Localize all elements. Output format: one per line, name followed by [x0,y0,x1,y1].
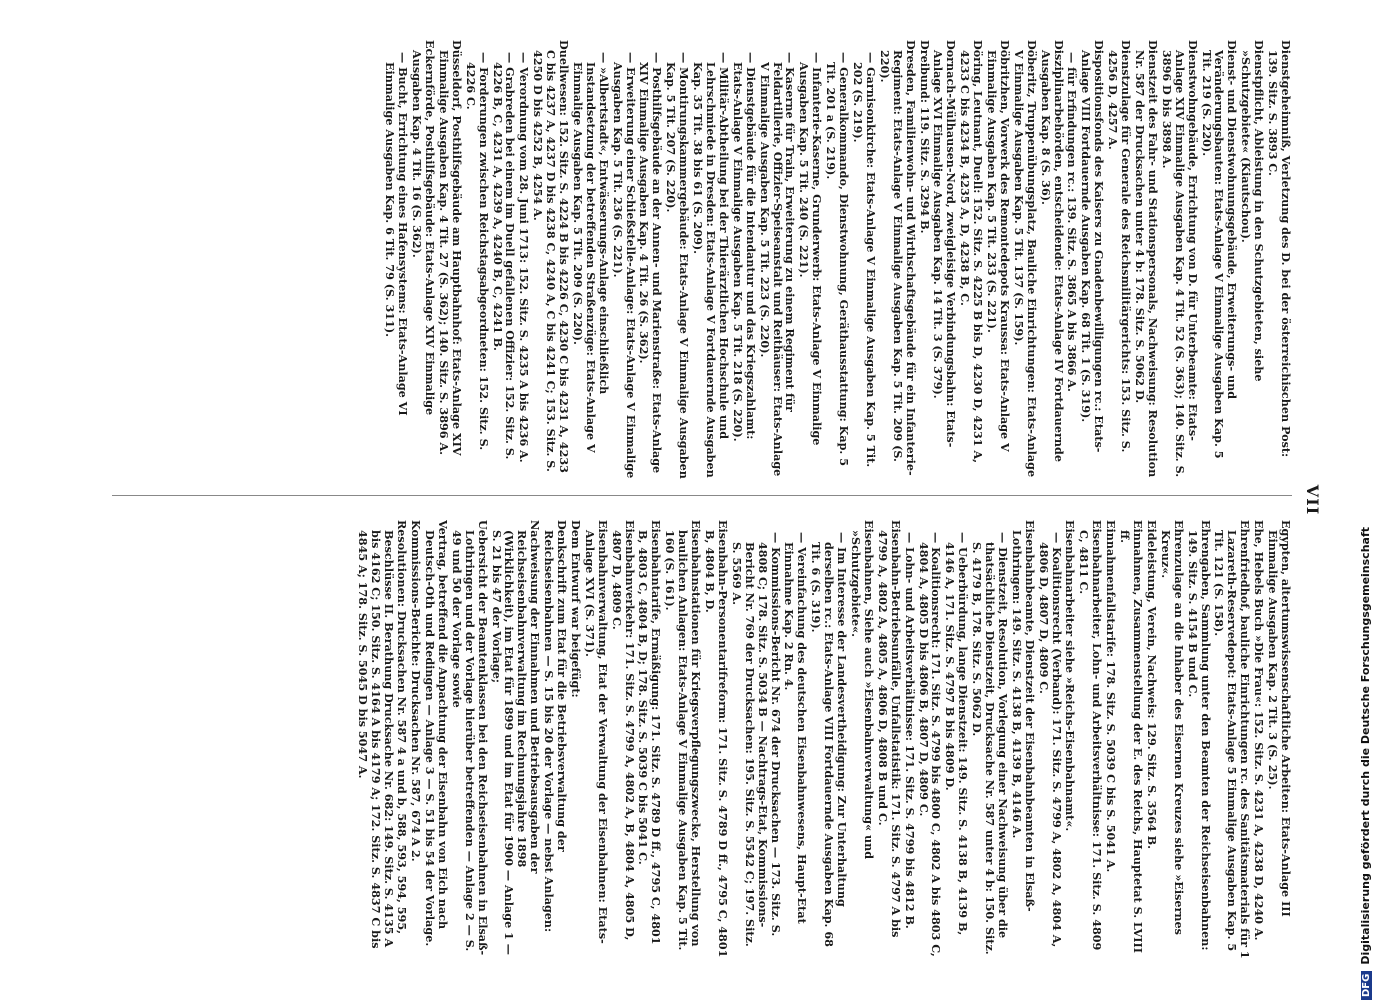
index-entry: — Dienstzeit, Resolution, Vorlegung einer Nachweisung über die thatsächliche Dienstzeit, Drucksache Nr. 587 unter 4 b: 150. Sitz. S. 4179 B, 178. Sitz. S. 5062 D. [970,532,1010,955]
index-entry: Dienstzeit des Fahr- und Stationspersonals, Nachweisung: Resolution Nr. 587 der Drucksachen unter 4 b: 178. Sitz. S. 5062 D. [1133,40,1160,478]
index-entry: Döring, Leutnant, Duell: 152. Sitz. S. 4225 B bis D, 4230 D, 4231 A, 4233 C bis 4234 B, 4235 A, D, 4238 B, C. [958,40,986,464]
index-entry: Uebersicht der Beamtenklassen bei den Reichseisenbahnen in Elsaß-Lothringen und der Vorlage hierüber betreffenden — Anlage 2 — S. 49 und 50 der Vorlage sowie [449,520,490,956]
footer-text: Digitalisierung gefördert durch die Deutsche Forschungsgemeinschaft [1359,526,1372,965]
index-entry: — Vereinfachung des deutschen Eisenbahnwesens, Haupt-Etat Einnahme Kap. 2 Rn. 4. [782,532,810,924]
index-entry: Ehrenzulage an die Inhaber des Eisernen Kreuzes siehe »Eisernes Kreuz«. [1158,520,1186,935]
index-entry: — Kommissions-Bericht Nr. 674 der Drucksachen — 173. Sitz. S. 4808 C; 178. Sitz. S. 5034 B — Nachtrags-Etat, Kommissions-Bericht Nr. 769 der Drucksachen: 195. Sitz. S. 5542 C; 197. Sitz. S. 5569 A. [729,532,783,947]
index-entry: — Dienstgebäude für die Intendantur und das Kriegszahlamt: Etats-Anlage V Einmalige Ausgaben Kap. 5 Tit. 218 (S. 220). [730,52,758,442]
index-entry: Düsseldorf, Posthilfsgebäude am Hauptbahnhof: Etats-Anlage XIV Einmalige Ausgaben Kap. 4 Tit. 27 (S. 362); 140. Sitz. S. 3896 A. [436,40,464,456]
index-entry: — »Albertstadt«, Entwässerungs-Anlage einschließlich Instandsetzung der betreffenden Straßenzüge: Etats-Anlage V Einmalige Ausgaben Kap. 5 Tit. 209 (S. 220). [570,52,611,453]
index-entry: — Erweiterung einer Schießstelle-Anlage: Etats-Anlage V Einmalige Ausgaben Kap. 5 Tit. 236 (S. 221). [610,52,638,479]
index-entry: — Kaserne für Train, Erweiterung zu einem Regiment für Feldartillerie, Offizier-Speiseanstalt und Reithäuser: Etats-Anlage V Einmalige Ausgaben Kap. 5 Tit. 223 (S. 220). [757,52,798,477]
footer [1359,0,1372,1000]
index-entry: Eisenbahntarife, Ermäßigung: 171. Sitz. S. 4789 D ff., 4795 C, 4801 B, 4803 C, 4804 B, D; 178. Sitz. S. 5039 C bis 5041 C. [636,520,664,945]
index-entry: Ehrengaben, Sammlung unter den Beamten der Reichseisenbahnen: 149. Sitz. S. 4154 B und C. [1185,520,1213,951]
index-entry: Ehe, Hebels Buch »Die Frau«: 152. Sitz. S. 4231 A, 4238 D, 4240 A. [1252,520,1267,941]
index-entry: — Koalitionsrecht: 171. Sitz. S. 4799 bis 4800 C, 4802 A bis 4803 C, 4804 A, 4805 D bis 4806 B, 4807 D, 4809 C. [916,532,944,957]
index-entry: Eisenbahn-Betriebsunfälle, Unfallstatistik: 171. Sitz. S. 4797 A bis 4799 A, 4802 A, 4805 A, 4806 D, 4808 B und C. [875,520,903,938]
index-entry: Eisenbahn-Personentarifreform: 171. Sitz. S. 4789 D ff., 4795 C, 4801 B, 4804 B, D. [703,520,730,958]
column-divider [112,495,1292,496]
index-entry: Dienst- und Dienstwohnungsgebäude, Erweiterungs- und Veränderungsbauten: Etats-Anlage V Einmalige Ausgaben Kap. 5 Tit. 219 (S. 220). [1199,40,1240,459]
index-entry: Nachweisung der Einnahmen und Betriebsausgaben der Reichseisenbahnverwaltung im Rechnungsjahre 1898 (Wirklichkeit), im Etat für 1899 und im Etat für 1900 — Anlage 1 — S. 21 bis 47 der Vorlage; [489,520,543,955]
index-entry: — Generalkommando, Dienstwohnung, Geräthausstattung: Kap. 5 Tit. 201 a (S. 219). [824,52,852,466]
index-entry: — Verordnung vom 28. Juni 1713: 152. Sitz. S. 4235 A bis 4236 A. [517,52,532,463]
index-entry: Eckernförde, Posthilfsgebäude: Etats-Anlage XIV Einmalige Ausgaben Kap. 4 Tit. 16 (S. 362). [410,40,437,416]
index-entry: Eisenbahnverwaltung, Etat der Verwaltung der Eisenbahnen: Etats-Anlage XVI (S. 371). [582,520,610,944]
index-entry: — für Erfindungen rc.: 139. Sitz. S. 3865 A bis 3866 A. [1065,52,1080,392]
index-entry: Eisenbahnarbeiter, Lohn- und Arbeitsverhältnisse: 171. Sitz. S. 4809 C, 4811 C. [1077,520,1105,951]
index-entry: — Bucht, Errichtung eines Hafensystems: Etats-Anlage VI Einmalige Ausgaben Kap. 6 Tit. 79 (S. 311). [383,52,411,416]
index-entry: Dienstpflicht, Ableistung in den Schutzgebieten, siehe »Schutzgebiete« (Kiautschou). [1239,40,1267,382]
index-entry: Kommissions-Berichte: Drucksachen Nr. 587, 674 A 2. [409,520,424,862]
rotated-page-content [30,0,1330,1000]
index-entry: Eisenbahnen, Siehe auch »Eisenbahnverwaltung« und »Schutzgebiete«. [849,520,876,860]
index-entry: Ehrenfriedhof, bauliche Einrichtungen rc. des Sanitätsmaterials für 1 Lazareth-Reservedepot: Etats-Anlage 5 Einmalige Ausgaben Kap. 5 Tit. 121 (S. 158). [1212,520,1253,959]
index-entry: — Posthilfsgebäude an der Annen- und Marienstraße: Etats-Anlage XIV Einmalige Ausgaben Kap. 4 Tit. 26 (S. 362). [637,52,665,474]
right-column [356,520,1292,960]
index-entry: — Im Interesse der Landesvertheidigung: Zur Unterhaltung derselben rc.: Etats-Anlage VIII Fortdauernde Ausgaben Kap. 68 Tit. 6 (S. 319). [809,532,850,947]
dfg-logo: DFG [1361,971,1372,1000]
page-number: VII [1303,484,1322,516]
index-entry: — Koalitionsrecht (Verband): 171. Sitz. S. 4799 A, 4802 A, 4804 A, 4806 D, 4807 D, 4809 C. [1036,532,1064,948]
index-entry: Eisenbahnverkehr: 171. Sitz. S. 4799 A, 4802 A, B, 4804 A, 4805 D, 4807 D, 4809 C. [609,520,637,941]
index-entry: — Grabreden bei einem im Duell gefallenen Offizier: 152. Sitz. S. 4226 B, C, 4231 A, 4239 A, 4240 B, C, 4241 B. [490,52,518,460]
left-column [382,40,1292,480]
index-entry: — Infanterie-Kaserne, Grunderwerb: Etats-Anlage V Einmalige Ausgaben Kap. 5 Tit. 240 (S. 221). [797,52,825,446]
index-entry: Dispositionsfonds des Kaisers zu Gnadenbewilligungen rc.: Etats-Anlage VIII Fortdauernde Ausgaben Kap. 68 Tit. 1 (S. 319). [1079,40,1107,453]
index-entry: — Lohn- und Arbeitsverhältnisse: 171. Sitz. S. 4799 bis 4812 B. [902,532,917,929]
index-entry: Eideleistung, Verein, Nachweis: 129. Sitz. S. 3564 B. [1144,520,1159,850]
index-entry: Vertrag, betreffend die Anpachtung der Eisenbahn von Eich nach Deutsch-Oth und Redingen — Anlage 3 — S. 51 bis 54 der Vorlage. [423,520,450,947]
index-entry: Eisenbahnarbeiter siehe »Reichs-Eisenbahnamt«. [1063,520,1078,832]
index-entry: Egypten, altertumswissenschaftliche Arbeiten: Etats-Anlage III Einmalige Ausgaben Kap. 2 Tit. 3 (S. 25). [1266,520,1293,917]
index-entry: Disziplinarbehörden, entscheidende: Etats-Anlage IV Fortdauernde Ausgaben Kap. 8 (S. 36). [1038,40,1066,462]
index-entry: Dem Entwurf war beigefügt: [568,520,583,698]
index-entry: Dreibund: 119. Sitz. S. 3294 B. [917,40,932,234]
index-entry: Einnahmenfallstarife: 178. Sitz. S. 5039 C bis S. 5041 A. [1104,520,1119,873]
index-entry: Einnahmen, Zusammenstellung der E. des Reichs, Hauptetat S. LVIII ff. [1118,520,1146,953]
index-entry: — Militär-Abtheilung bei der Thierärztlichen Hochschule und Lehrschmiede in Dresden: Etats-Anlage V Fortdauernde Ausgaben Kap. 35 Tit. 38 bis 61 (S. 209). [691,52,731,478]
index-entry: Dornach-Mülhausen-Nord, zweigleisige Verbindungsbahn: Etats-Anlage XVI Einmalige Ausgaben Kap. 14 Tit. 3 (S. 379). [931,40,959,448]
index-entry: Döberitz, Truppenübungsplatz, Bauliche Einrichtungen: Etats-Anlage V Einmalige Ausgaben Kap. 5 Tit. 137 (S. 159). [1011,40,1039,478]
index-entry: — Forderungen zwischen Reichstagsabgeordneten: 152. Sitz. S. 4226 C. [463,52,491,451]
index-entry: Resolutionen: Drucksachen Nr. 587 4 a und b, 588, 593, 594, 595, Beschlüsse II. Berathung Drucksache Nr. 682: 149. Sitz. S. 4135 A bis 4162 C; 150. Sitz. S. 4164 A bis 4179 A; 172. Sitz. S. 4837 C bis 4845 A; 178. Sitz. S. 5045 D bis 5047 A. [356,520,410,949]
index-entry: Dienstwohngebäude, Errichtung von D. für Unterbeamte: Etats-Anlage XIV Einmalige Ausgaben Kap. 4 Tit. 52 (S. 363); 140. Sitz. S. 3896 D bis 3898 A. [1159,40,1200,478]
index-entry: — Ueberbürdung, lange Dienstzeit: 149. Sitz. S. 4138 B, 4139 B, 4146 A, 171. Sitz. S. 4797 B bis 4809 D. [943,532,971,936]
index-entry: — Garnisonkirche: Etats-Anlage V Einmalige Ausgaben Kap. 5 Tit. 202 (S. 219). [851,52,878,468]
index-entry: Döbritzhen, Vorwerk des Remontedepots Kraussa: Etats-Anlage V Einmalige Ausgaben Kap. 5 Tit. 233 (S. 221). [985,40,1012,452]
index-entry: Dresden, Familienwohn- und Wirthschaftsgebäude für ein Infanterie-Regiment: Etats-Anlage V Einmalige Ausgaben Kap. 5 Tit. 209 (S. 220). [877,40,918,476]
index-entry: Duellwesen: 152. Sitz. S. 4224 B bis 4226 C, 4230 C bis 4231 A, 4233 C bis 4237 A, 4237 D bis 4238 C, 4240 A, C bis 4241 C; 153. Sitz. S. 4250 D bis 4252 B, 4254 A. [531,40,572,473]
index-entry: — Montirungskammergebäude: Etats-Anlage V Einmalige Ausgaben Kap. 5 Tit. 207 (S. 220). [664,52,692,479]
index-entry: Eisenbahnstationen für Kriegsverpflegungszwecke, Herstellung von baulichen Anlagen: Etats-Anlage V Einmalige Ausgaben Kap. 5 Tit. 160 (S. 161). [663,520,704,951]
index-entry: Dienstzulage für Generale des Reichsmilitärgerichts: 153. Sitz. S. 4256 D, 4257 A. [1106,40,1134,453]
index-entry: Denkschrift zum Etat für die Betriebsverwaltung der Reichseisenbahnen — S. 15 bis 20 der Vorlage — nebst Anlagen: [542,520,570,933]
index-entry: Eisenbahnbeamte, Dienstzeit der Eisenbahnbeamten in Elsaß-Lothringen: 149. Sitz. S. 4138 B, 4139 B, 4146 A. [1009,520,1037,912]
index-entry: Dienstgeheimniß, Verletzung des D. bei der österreichischen Post: 139. Sitz. S. 3893 C. [1266,40,1293,458]
